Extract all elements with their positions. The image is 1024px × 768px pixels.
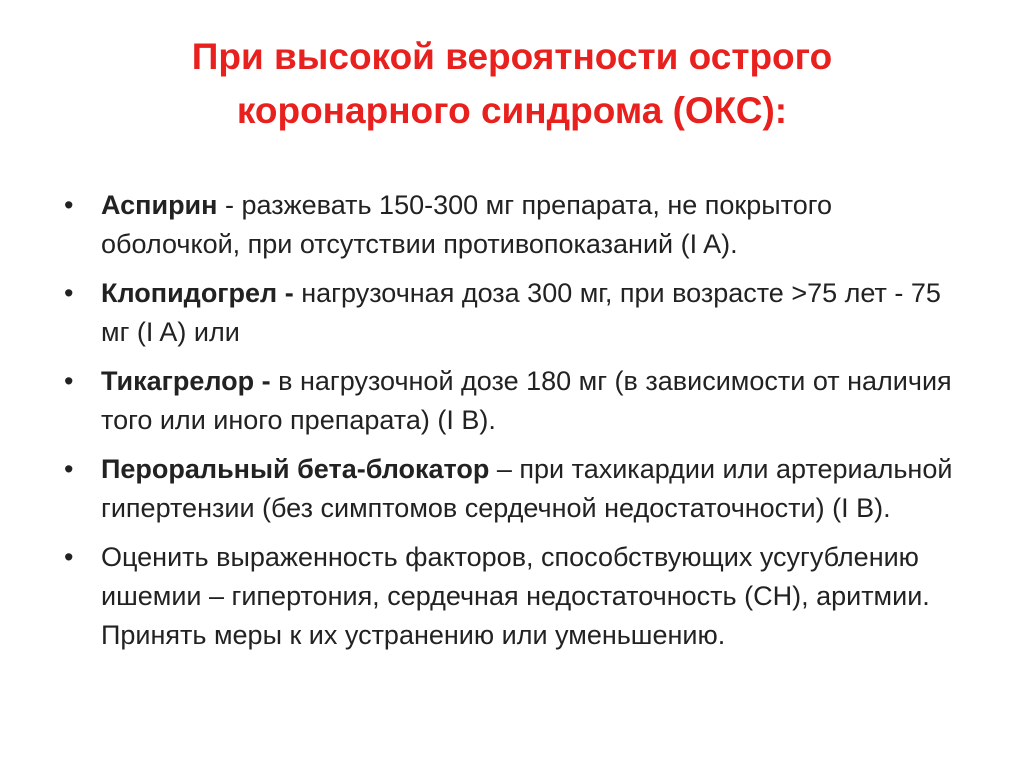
bullet-term: Аспирин [101, 190, 218, 220]
bullet-dot-icon: • [64, 454, 74, 484]
bullet-dot-icon: • [64, 190, 74, 220]
bullet-list [64, 186, 964, 665]
bullet-item-ischemia-factors [64, 538, 964, 655]
bullet-item-ticagrelor [64, 362, 964, 440]
bullet-term: Тикагрелор - [101, 366, 279, 396]
title-line-1: При высокой вероятности острого [191, 36, 833, 77]
bullet-term: Клопидогрел - [101, 278, 302, 308]
title-line-2: коронарного синдрома (ОКС): [236, 90, 788, 131]
slide-title [120, 30, 904, 138]
bullet-item-aspirin [64, 186, 964, 264]
bullet-item-beta-blocker [64, 450, 964, 528]
bullet-item-clopidogrel [64, 274, 964, 352]
bullet-term: Пероральный бета-блокатор [101, 454, 490, 484]
bullet-dot-icon: • [64, 366, 74, 396]
bullet-text: - разжевать 150-300 мг препарата, не покрытого оболочкой, при отсутствии противопоказаний (I A). [101, 190, 833, 259]
bullet-text: Оценить выраженность факторов, способствующих усугублению ишемии – гипертония, сердечная недостаточность (СН), аритмии. Принять меры к их устранению или уменьшению. [101, 542, 930, 650]
bullet-dot-icon: • [64, 542, 74, 572]
bullet-dot-icon: • [64, 278, 74, 308]
bullet-text: – при тахикардии или артериальной гипертензии (без симптомов сердечной недостаточности) (I B). [101, 454, 953, 523]
bullet-text: нагрузочная доза 300 мг, при возрасте >75 лет - 75 мг (I A) или [101, 278, 941, 347]
bullet-text: в нагрузочной дозе 180 мг (в зависимости от наличия того или иного препарата) (I B). [101, 366, 952, 435]
